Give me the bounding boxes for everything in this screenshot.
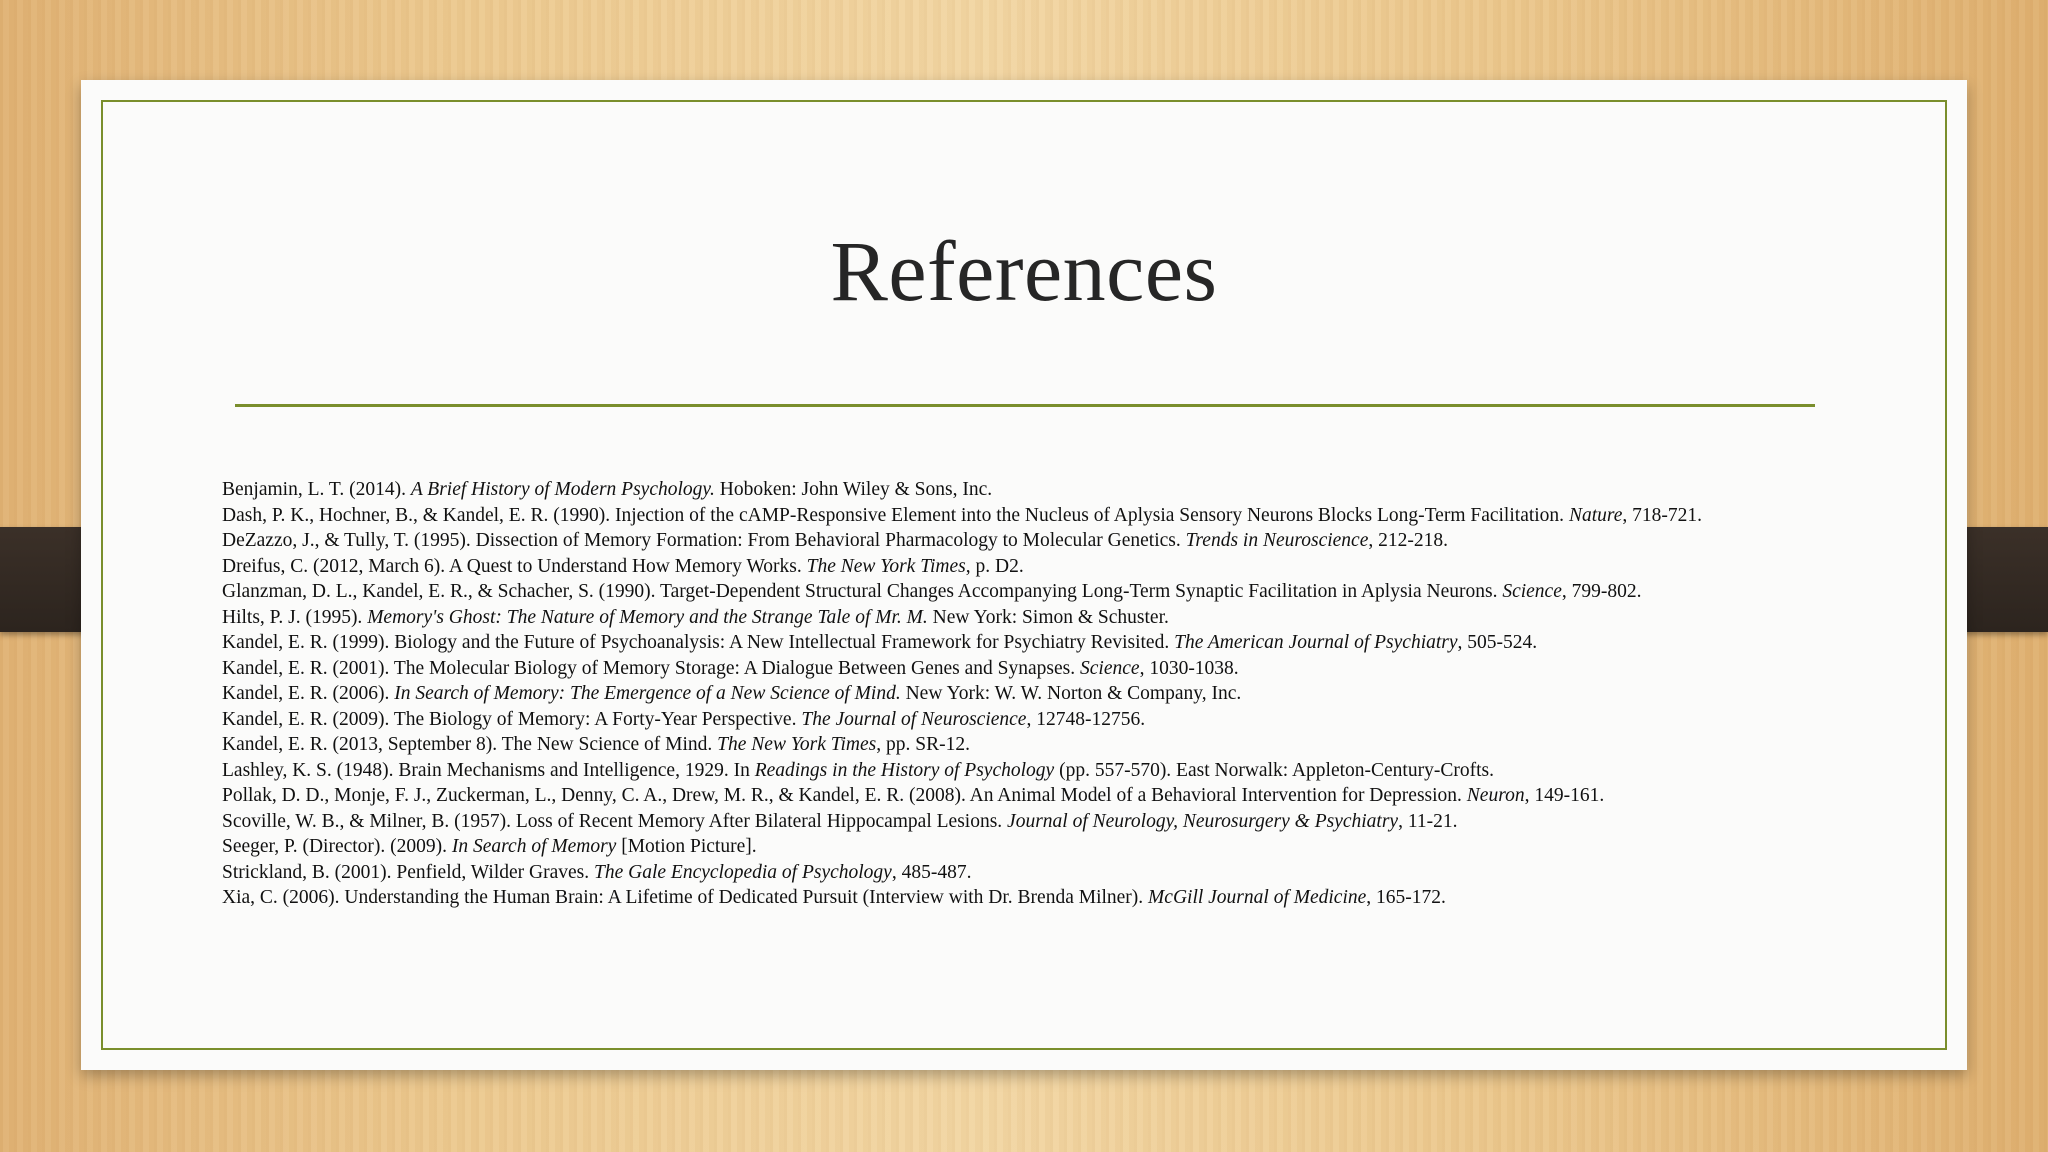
reference-text: , 165-172. [1366,887,1446,908]
reference-entry [222,809,1942,835]
reference-source-title: The Journal of Neuroscience [801,708,1027,730]
reference-text: , 11-21. [1398,810,1458,832]
reference-source-title: Trends in Neuroscience [1185,530,1369,551]
reference-source-title: The Gale Encyclopedia of Psychology [594,861,892,883]
reference-source-title: The American Journal of Psychiatry [1174,632,1458,653]
reference-text: Seeger, P. (Director). (2009). [222,836,452,857]
reference-text: Dreifus, C. (2012, March 6). A Quest to Understand How Memory Works. [222,555,807,577]
reference-source-title: In Search of Memory [451,836,617,857]
reference-source-title: Journal of Neurology, Neurosurgery & Psychiatry [1007,810,1399,832]
reference-text: New York: W. W. Norton & Company, Inc. [900,683,1242,704]
reference-list [222,477,1942,911]
reference-text: Dash, P. K., Hochner, B., & Kandel, E. R. (1990). Injection of the cAMP-Responsive Element into the Nucleus of Aplysia Sensory Neurons Blocks Long-Term Facilitation. [222,504,1569,526]
reference-entry [222,707,1942,733]
reference-text: , 149-161. [1524,785,1605,806]
reference-entry [222,503,1942,529]
reference-text: Kandel, E. R. (2001). The Molecular Biology of Memory Storage: A Dialogue Between Genes and Synapses. [222,657,1081,679]
reference-text: Kandel, E. R. (2013, September 8). The New Science of Mind. [222,734,718,755]
reference-entry [222,630,1942,656]
reference-text: New York: Simon & Schuster. [927,606,1169,628]
reference-source-title: The New York Times [806,555,966,577]
reference-entry [222,605,1942,631]
reference-text: Lashley, K. S. (1948). Brain Mechanisms and Intelligence, 1929. In [222,759,755,781]
reference-text: (pp. 557-570). East Norwalk: Appleton-Century-Crofts. [1054,759,1494,781]
reference-source-title: Nature [1568,504,1623,526]
reference-source-title: In Search of Memory: The Emergence of a New Science of Mind. [394,683,901,704]
reference-entry [222,554,1942,580]
reference-entry [222,834,1942,860]
reference-text: , 718-721. [1622,504,1703,526]
reference-entry [222,681,1942,707]
reference-text: , 485-487. [891,861,972,883]
reference-text: Pollak, D. D., Monje, F. J., Zuckerman, L., Denny, C. A., Drew, M. R., & Kandel, E. R. (2008). An Animal Model of a Behavioral Intervention for Depression. [222,785,1467,806]
reference-entry [222,783,1942,809]
reference-source-title: A Brief History of Modern Psychology. [410,479,715,500]
slide-title: References [830,223,1218,319]
reference-entry [222,758,1942,784]
reference-entry [222,477,1942,503]
reference-text: DeZazzo, J., & Tully, T. (1995). Dissection of Memory Formation: From Behavioral Pharmacology to Molecular Genetics. [222,530,1186,551]
reference-text: Xia, C. (2006). Understanding the Human Brain: A Lifetime of Dedicated Pursuit (Interview with Dr. Brenda Milner). [222,887,1149,908]
reference-text: Kandel, E. R. (2009). The Biology of Memory: A Forty-Year Perspective. [222,708,802,730]
reference-source-title: McGill Journal of Medicine [1148,887,1367,908]
reference-source-title: Neuron [1466,785,1525,806]
reference-source-title: Science [1080,657,1140,679]
reference-text: Hoboken: John Wiley & Sons, Inc. [714,479,993,500]
reference-text: Kandel, E. R. (2006). [222,683,395,704]
reference-entry [222,579,1942,605]
slide [81,80,1967,1070]
reference-entry [222,860,1942,886]
reference-text: , 505-524. [1457,632,1538,653]
reference-source-title: Science [1502,581,1562,602]
reference-entry [222,656,1942,682]
reference-source-title: Readings in the History of Psychology [754,759,1055,781]
reference-text: , pp. SR-12. [876,734,970,755]
title-divider [235,404,1815,407]
reference-text: Hilts, P. J. (1995). [222,606,368,628]
reference-text: , 12748-12756. [1026,708,1146,730]
reference-entry [222,732,1942,758]
reference-entry [222,528,1942,554]
reference-text: , p. D2. [965,555,1024,577]
reference-text: , 212-218. [1368,530,1448,551]
reference-source-title: The New York Times [717,734,877,755]
reference-text: Strickland, B. (2001). Penfield, Wilder Graves. [222,861,594,883]
reference-text: [Motion Picture]. [616,836,757,857]
reference-text: , 799-802. [1561,581,1642,602]
reference-text: Glanzman, D. L., Kandel, E. R., & Schacher, S. (1990). Target-Dependent Structural Changes Accompanying Long-Term Synaptic Facilitation in Aplysia Neurons. [222,581,1503,602]
reference-text: Scoville, W. B., & Milner, B. (1957). Loss of Recent Memory After Bilateral Hippocampal Lesions. [222,810,1008,832]
reference-text: Benjamin, L. T. (2014). [222,479,411,500]
reference-entry [222,885,1942,911]
reference-text: Kandel, E. R. (1999). Biology and the Future of Psychoanalysis: A New Intellectual Framework for Psychiatry Revisited. [222,632,1175,653]
reference-source-title: Memory's Ghost: The Nature of Memory and the Strange Tale of Mr. M. [367,606,928,628]
reference-text: , 1030-1038. [1139,657,1239,679]
